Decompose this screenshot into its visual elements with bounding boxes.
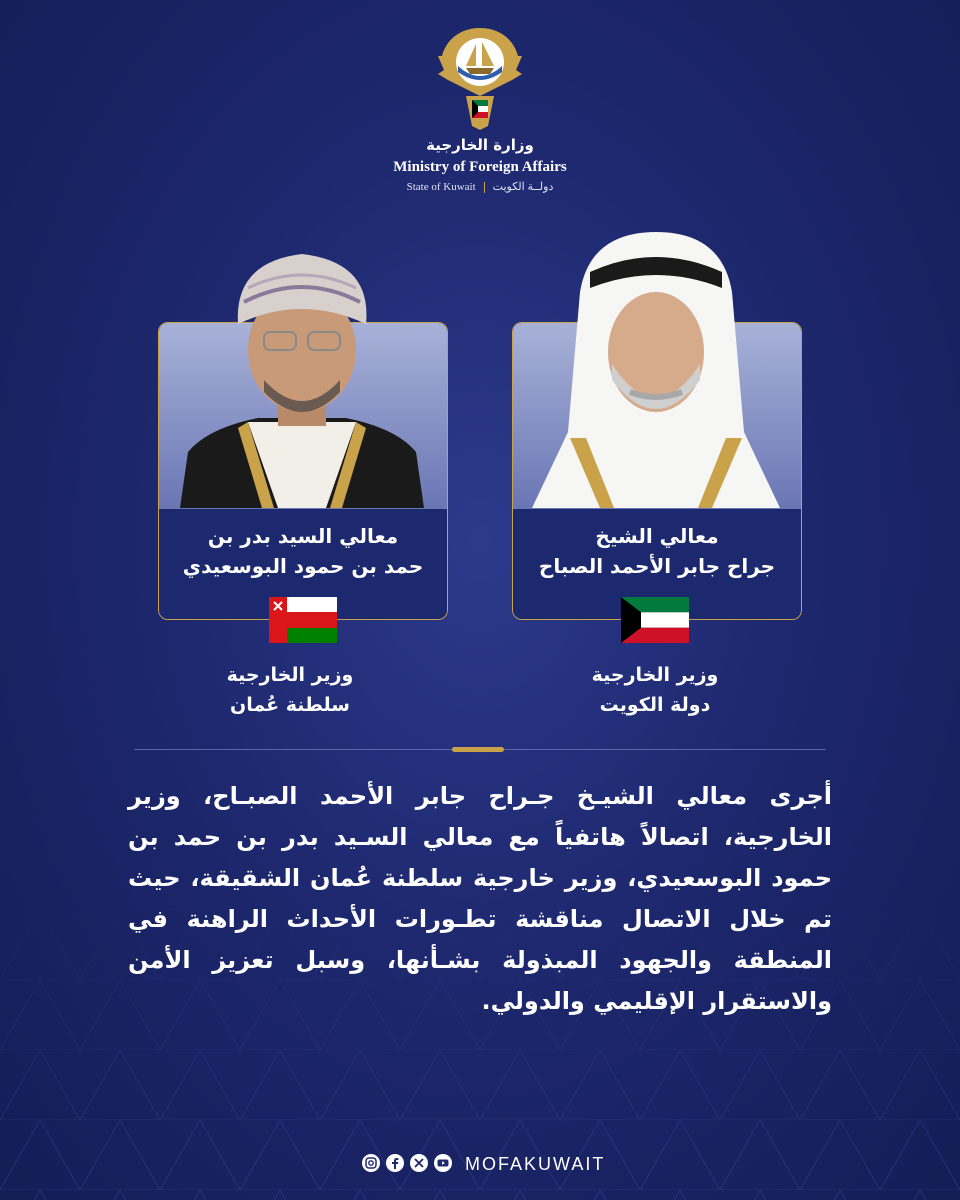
state-name-arabic: دولــة الكويت — [492, 181, 554, 193]
minister-name — [159, 521, 447, 581]
instagram-icon[interactable] — [362, 1154, 380, 1172]
separator — [484, 182, 485, 193]
role-country: سلطنة عُمان — [230, 694, 350, 716]
minister-name-line2: جراح جابر الأحمد الصباح — [538, 554, 776, 578]
minister-name-line1: معالي الشيخ — [595, 524, 719, 548]
kuwait-flag-icon — [621, 597, 689, 643]
news-body-text: أجرى معالي الشيـخ جـراح جابر الأحمد الصبـاح، وزير الخارجية، اتصالاً هاتفياً مع معالي السـيد بدر بن حمد بن حمود البوسعيدي، وزير خارجية سلطنة عُمان الشقيقة، حيث تم خلال الاتصال مناقشة تطـورات الأحداث الراهنة في المنطقة والجهود المبذولة بشـأنها، وسبل تعزيز الأمن والاستقرار الإقليمي والدولي. — [128, 782, 832, 1015]
divider-accent — [452, 747, 504, 752]
facebook-icon[interactable] — [386, 1154, 404, 1172]
youtube-icon[interactable] — [434, 1154, 452, 1172]
minister-name-line2: حمد بن حمود البوسعيدي — [182, 554, 424, 578]
portrait-kuwait-minister — [530, 232, 782, 508]
minister-name-line1: معالي السيد بدر بن — [207, 524, 399, 548]
state-name-english: State of Kuwait — [406, 181, 476, 193]
minister-role-kuwait — [505, 660, 805, 720]
minister-name — [513, 521, 801, 581]
minister-role-oman — [140, 660, 440, 720]
ministry-name-english: Ministry of Foreign Affairs — [393, 159, 567, 175]
role-country: دولة الكويت — [599, 694, 711, 716]
social-handle[interactable]: MOFAKUWAIT — [465, 1154, 606, 1174]
role-title: وزير الخارجية — [591, 664, 719, 686]
kuwait-emblem — [430, 26, 530, 130]
social-icons — [362, 1154, 452, 1176]
role-title: وزير الخارجية — [226, 664, 354, 686]
ministry-name-arabic: وزارة الخارجية — [426, 136, 534, 154]
state-line — [0, 180, 960, 193]
portrait-oman-minister — [178, 232, 426, 508]
x-icon[interactable] — [410, 1154, 428, 1172]
oman-flag-icon — [269, 597, 337, 643]
